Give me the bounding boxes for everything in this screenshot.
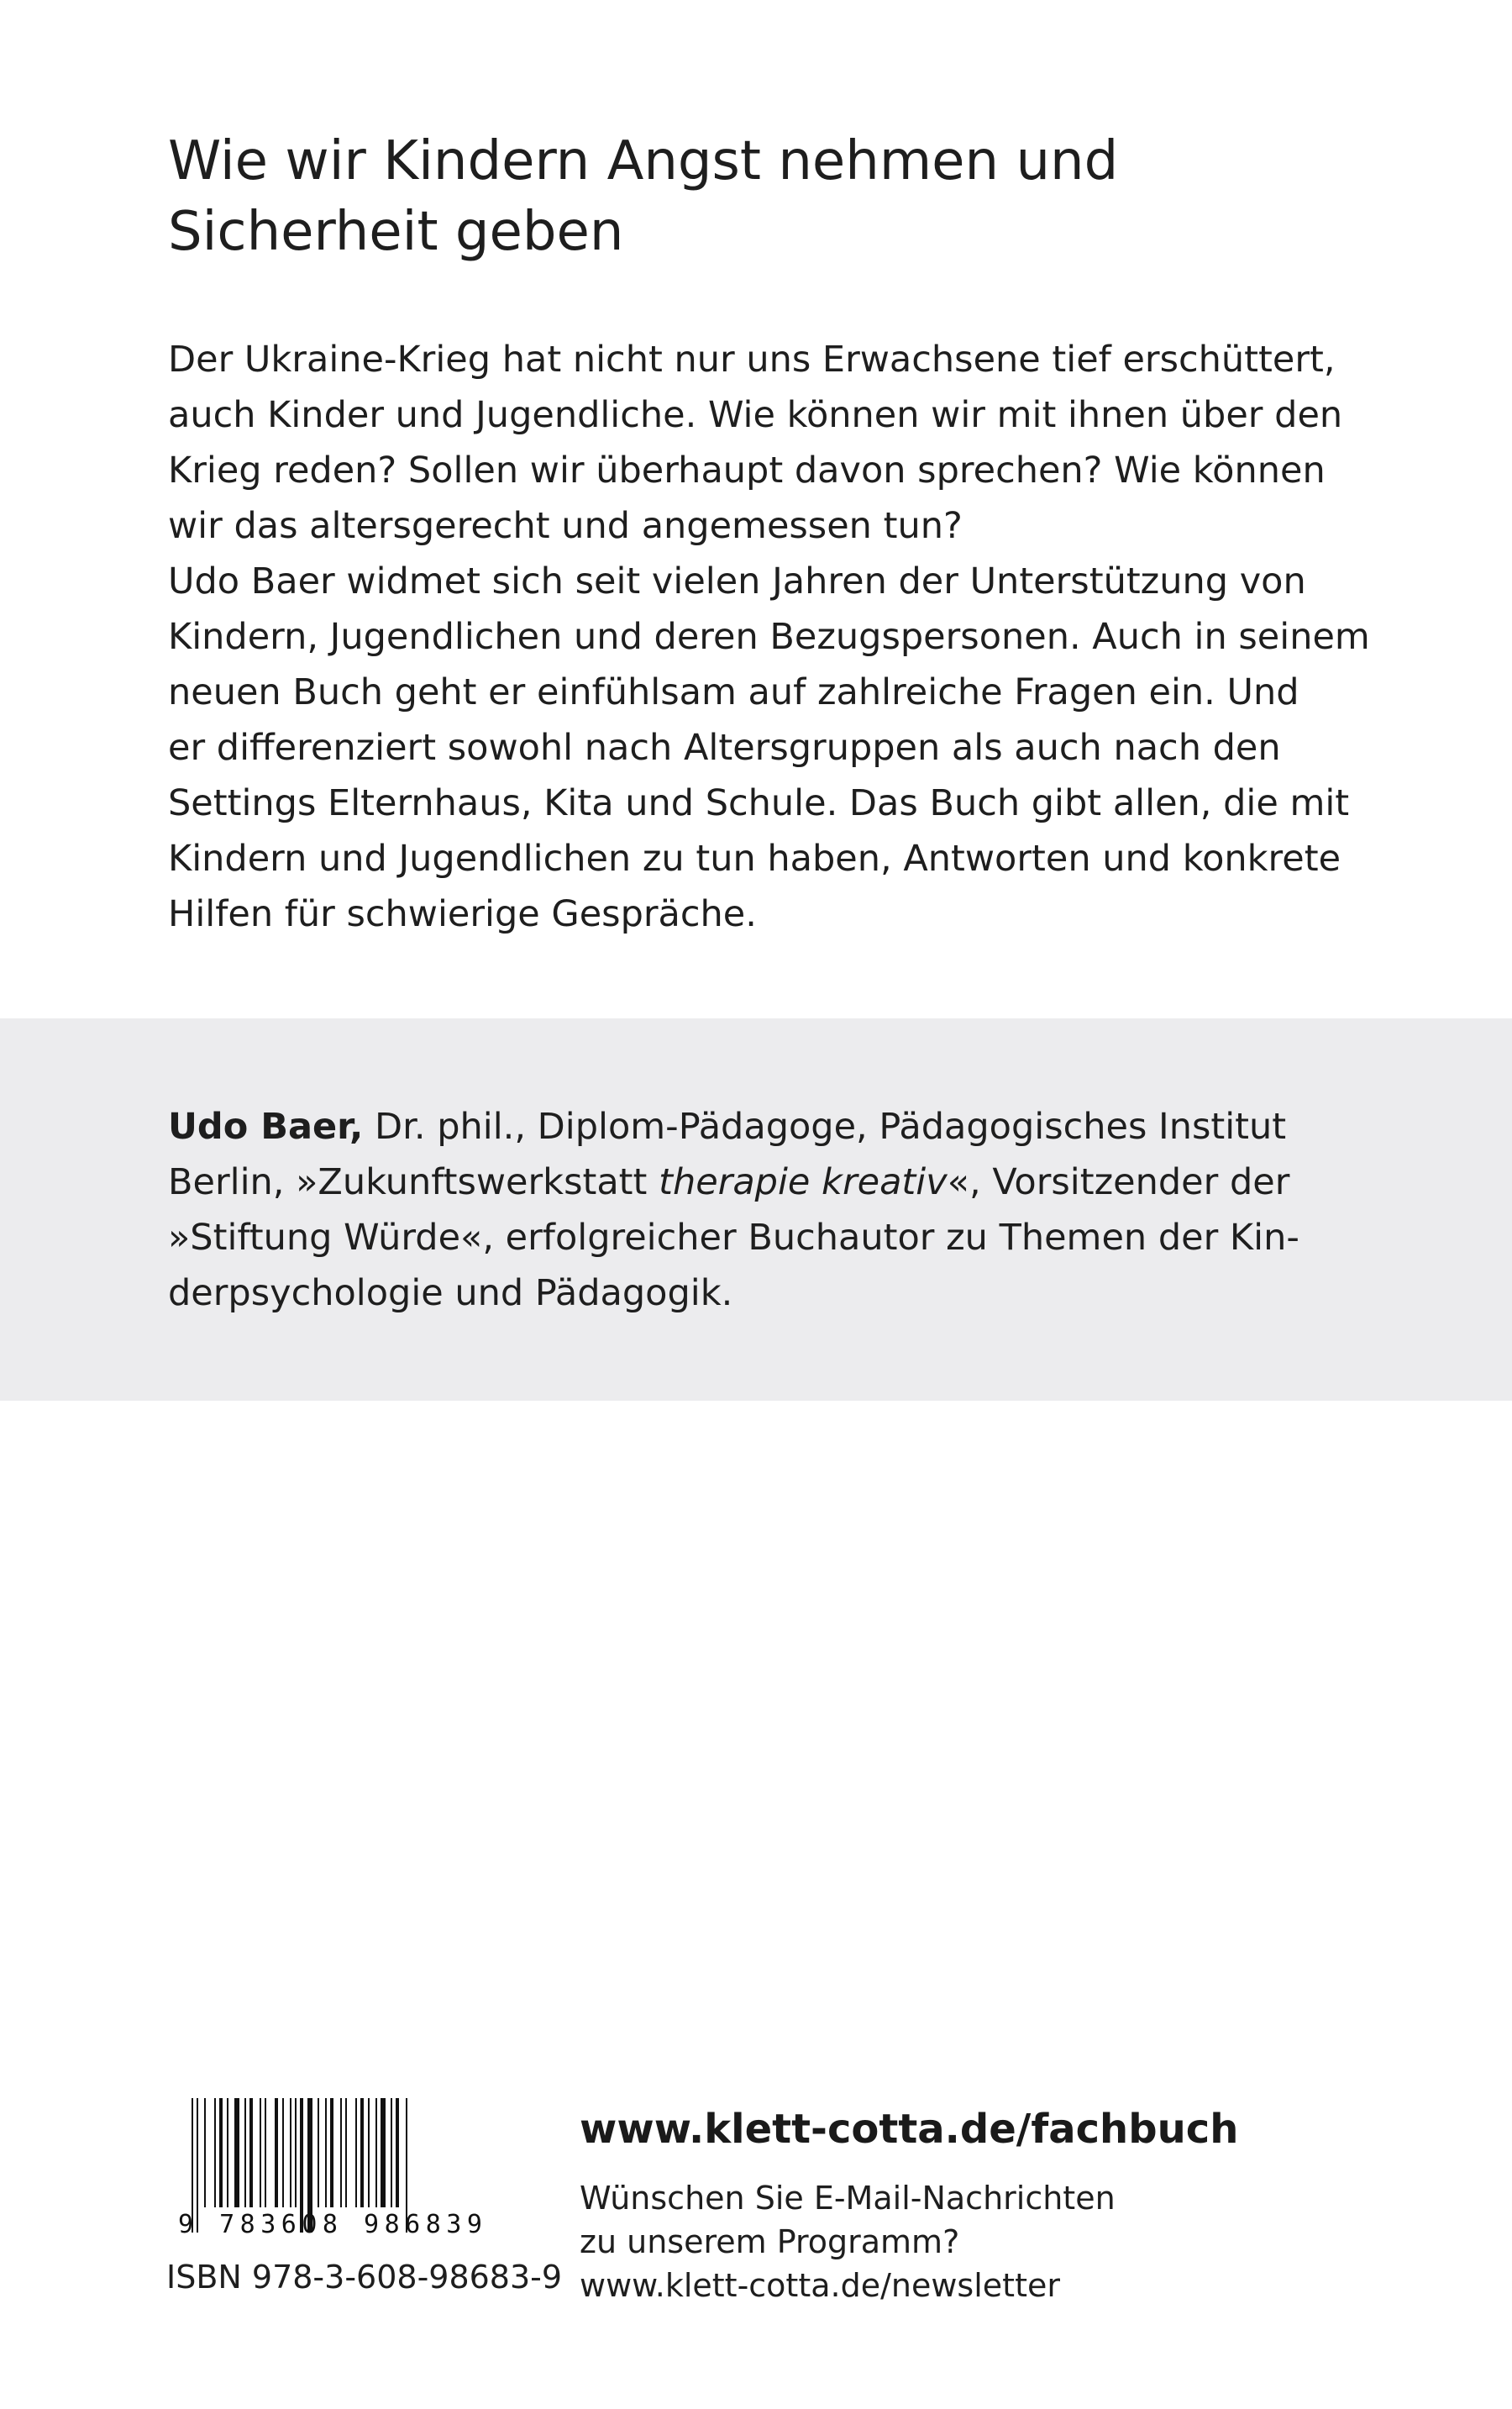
barcode-bar [381,2098,386,2207]
blurb-line: Hilfen für schwierige Gespräche. [168,893,757,935]
author-name: Udo Baer, [168,1106,364,1148]
newsletter-line: zu unserem Programm? [580,2223,960,2260]
barcode-bar [219,2098,223,2207]
author-bio-line: Udo Baer, Dr. phil., Diplom-Pädagoge, Pädagogisches Institut [168,1106,1287,1148]
institute-name: therapie kreativ [659,1161,948,1203]
barcode-bar [355,2098,357,2207]
barcode-bar [368,2098,370,2207]
blurb [168,332,1445,942]
barcode-bar [265,2098,266,2207]
newsletter-url[interactable]: www.klett-cotta.de/newsletter [580,2267,1060,2304]
barcode-bar [325,2098,327,2207]
barcode-bar [330,2098,333,2207]
barcode-bar [290,2098,291,2207]
newsletter-info [580,2176,1116,2307]
blurb-line: Settings Elternhaus, Kita und Schule. Das Buch gibt allen, die mit [168,782,1350,824]
author-bio-line: »Stiftung Würde«, erfolgreicher Buchautor zu Themen der Kin- [168,1217,1299,1259]
headline-line-2: Sicherheit geben [168,201,624,263]
blurb-line: auch Kinder und Jugendliche. Wie können wir mit ihnen über den [168,394,1343,436]
isbn: ISBN 978-3-608-98683-9 [166,2259,563,2296]
barcode-bar [340,2098,342,2207]
barcode-bar [275,2098,278,2207]
barcode-bar [345,2098,347,2207]
author-bio [168,1099,1445,1321]
barcode-bar [391,2098,392,2207]
blurb-line: Kindern, Jugendlichen und deren Bezugspersonen. Auch in seinem [168,616,1370,658]
publisher-url[interactable]: www.klett-cotta.de/fachbuch [580,2106,1239,2153]
blurb-line: Kindern und Jugendlichen zu tun haben, Antworten und konkrete [168,838,1341,880]
barcode-bar [244,2098,246,2207]
headline [168,126,1344,267]
blurb-line: neuen Buch geht er einfühlsam auf zahlreiche Fragen ein. Und [168,671,1299,713]
blurb-line: Krieg reden? Sollen wir überhaupt davon sprechen? Wie können [168,450,1326,492]
barcode-bar [249,2098,253,2207]
blurb-line: Der Ukraine-Krieg hat nicht nur uns Erwachsene tief erschüttert, [168,339,1336,381]
headline-line-1: Wie wir Kindern Angst nehmen und [168,130,1119,192]
barcode-bar [227,2098,228,2207]
author-bio-line: derpsychologie und Pädagogik. [168,1272,733,1314]
barcode-bar [234,2098,239,2207]
barcode-bar [260,2098,261,2207]
barcode-bar [396,2098,399,2207]
barcode-bar [282,2098,284,2207]
barcode-bar [375,2098,377,2207]
barcode-bar [214,2098,216,2207]
blurb-line: Udo Baer widmet sich seit vielen Jahren der Unterstützung von [168,560,1306,602]
barcode-bar [360,2098,364,2207]
blurb-line: wir das altersgerecht und angemessen tun? [168,505,963,547]
newsletter-line: Wünschen Sie E-Mail-Nachrichten [580,2180,1116,2217]
barcode-bar [204,2098,206,2207]
blurb-line: er differenziert sowohl nach Altersgruppen als auch nach den [168,727,1281,769]
author-bio-line: Berlin, »Zukunftswerkstatt therapie kreativ«, Vorsitzender der [168,1161,1290,1203]
barcode-bar [318,2098,319,2207]
barcode-bar [295,2098,297,2207]
barcode-digits: 9 783608 986839 [178,2210,488,2239]
